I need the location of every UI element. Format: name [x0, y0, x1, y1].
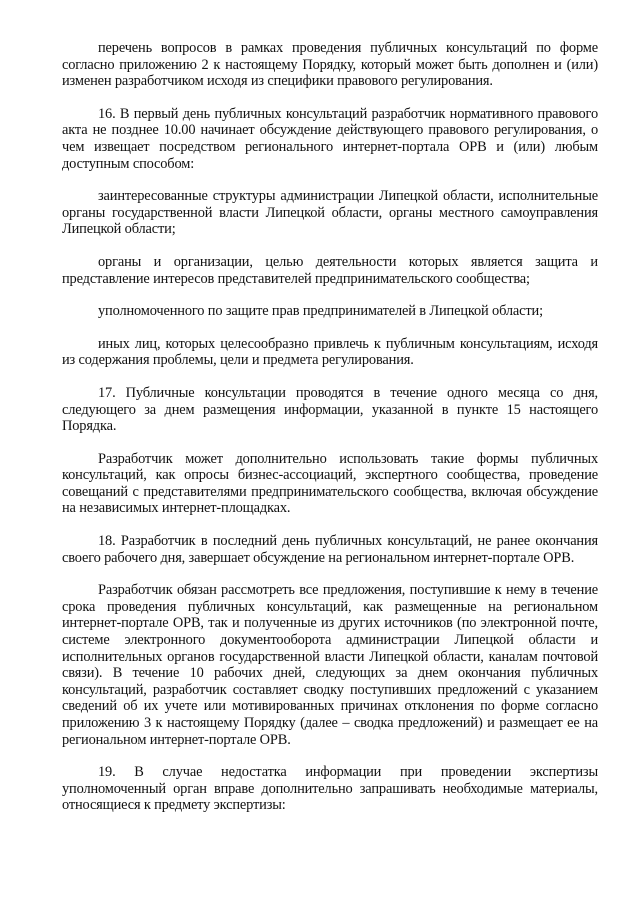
document-body	[62, 40, 598, 814]
paragraph-16: 16. В первый день публичных консультаций разработчик нормативного правового акта не позднее 10.00 начинает обсуждение действующего правового регулирования, о чем извещает посредством регионального интернет-портала ОРВ и (или) любым доступным способом:	[62, 105, 598, 172]
paragraph-organizations: органы и организации, целью деятельности которых является защита и представление интересов представителей предпринимательского сообщества;	[62, 253, 598, 287]
paragraph-developer-obligations: Разработчик обязан рассмотреть все предложения, поступившие к нему в течение срока проведения публичных консультаций, как размещенные на региональном интернет-портале ОРВ, так и полученные из других источников (по электронной почте, системе электронного документооборота администрации Липецкой области и исполнительных органов государственной власти Липецкой области, каналам почтовой связи). В течение 10 рабочих дней, следующих за днем окончания публичных консультаций, разработчик составляет сводку поступивших предложений с указанием сведений об их учете или мотивированных причинах отклонения по форме согласно приложению 3 к настоящему Порядку (далее – сводка предложений) и размещает ее на региональном интернет-портале ОРВ.	[62, 582, 598, 748]
paragraph-17: 17. Публичные консультации проводятся в течение одного месяца со дня, следующего за днем размещения информации, указанной в пункте 15 настоящего Порядка.	[62, 384, 598, 435]
paragraph-other-persons: иных лиц, которых целесообразно привлечь к публичным консультациям, исходя из содержания проблемы, цели и предмета регулирования.	[62, 335, 598, 369]
paragraph-question-list: перечень вопросов в рамках проведения публичных консультаций по форме согласно приложению 2 к настоящему Порядку, который может быть дополнен и (или) изменен разработчиком исходя из специфики правового регулирования.	[62, 40, 598, 90]
paragraph-ombudsman: уполномоченного по защите прав предпринимателей в Липецкой области;	[98, 303, 543, 320]
paragraph-additional-forms: Разработчик может дополнительно использовать такие формы публичных консультаций, как опросы бизнес-ассоциаций, экспертного сообщества, проведение совещаний с представителями предпринимательского сообщества, включая обсуждение на независимых интернет-площадках.	[62, 450, 598, 517]
paragraph-interested-structures: заинтересованные структуры администрации Липецкой области, исполнительные органы государственной власти Липецкой области, органы местного самоуправления Липецкой области;	[62, 188, 598, 238]
paragraph-19: 19. В случае недостатка информации при проведении экспертизы уполномоченный орган вправе дополнительно запрашивать необходимые материалы, относящиеся к предмету экспертизы:	[62, 764, 598, 814]
paragraph-18: 18. Разработчик в последний день публичных консультаций, не ранее окончания своего рабочего дня, завершает обсуждение на региональном интернет-портале ОРВ.	[62, 533, 598, 566]
